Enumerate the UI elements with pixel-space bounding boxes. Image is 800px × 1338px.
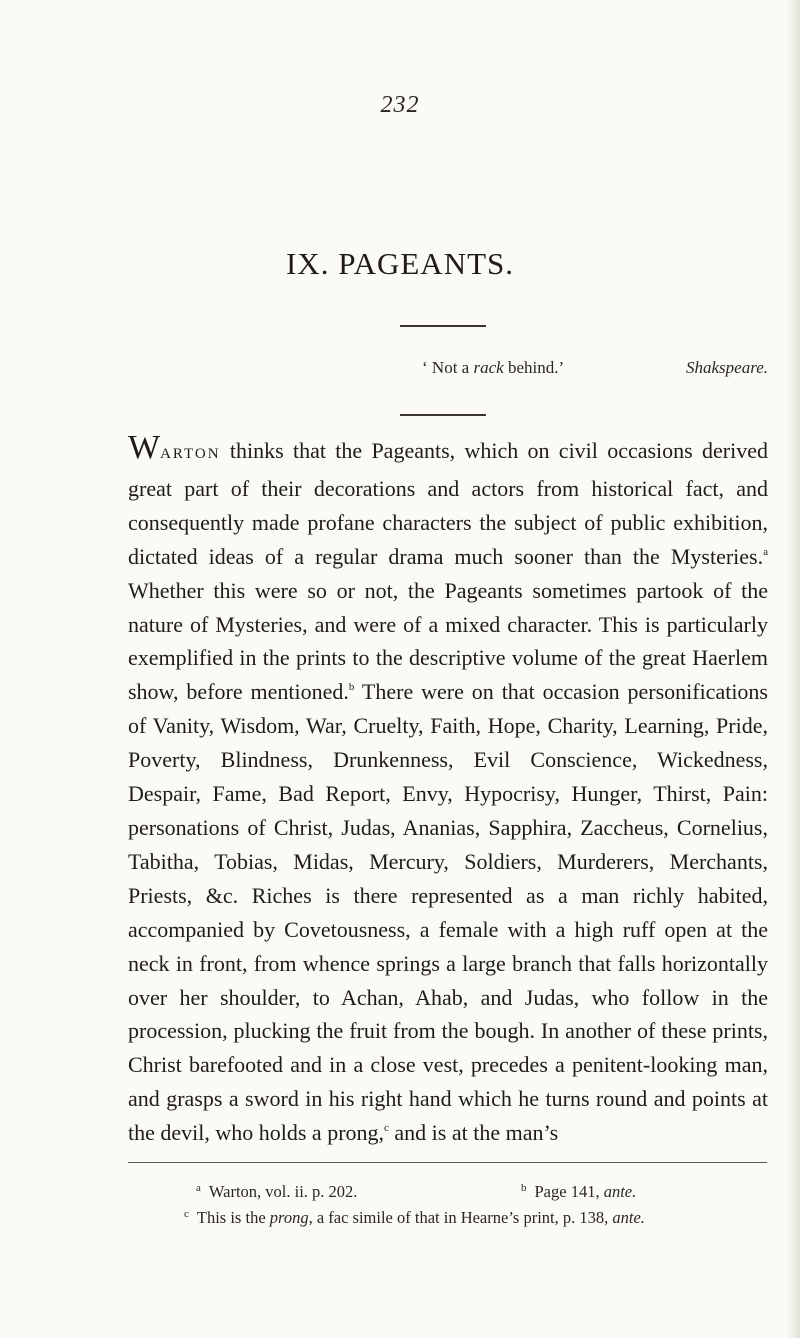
epigraph-quote: ‘ Not a rack behind.’	[422, 358, 565, 377]
page-edge-shadow	[786, 0, 800, 1338]
footnote-ref-a: a	[763, 545, 768, 558]
footnote-ref-c: c	[384, 1122, 389, 1135]
body-paragraph: WARTON thinks that the Pageants, which on civil occasions derived great part of their decorations and actors from historical fact, and consequently made profane characters the subject of public exhibition, dictated ideas of a regular drama much sooner than the Mysteries.$^a$ Whether this were so or not, the Pageants sometimes partook of the nature of Mysteries, and were of a mixed character. This is particularly exemplified in the prints to the descriptive volume of the great Haerlem show, before mentioned.$^b$ There were on that occasion personifications of Vanity, Wisdom, War, Cruelty, Faith, Hope, Charity, Learning, Pride, Poverty, Blindness, Drunkenness, Evil Conscience, Wickedness, Despair, Fame, Bad Report, Envy, Hypocrisy, Hunger, Thirst, Pain: personations of Christ, Judas, Ananias, Sapphira, Zaccheus, Cornelius, Tabitha, Tobias, Midas, Mercury, Soldiers, Murderers, Merchants, Priests, &c. Riches is there represented as a man richly habited, accompanied by Covetousness, a female with a high ruff open at the neck in front, from whence springs a large branch that falls horizontally over her shoulder, to Achan, Ahab, and Judas, who follow in the procession, plucking the fruit from the bough. In another of these prints, Christ barefooted and in a close vest, precedes a penitent-looking man, and grasps a sword in his right hand which he turns round and points at the devil, who holds a prong,$^c$ and is at the man’s	[128, 429, 768, 1146]
page-number: 232	[380, 92, 420, 118]
footnote-a: $^a$ Warton, vol. ii. p. 202.	[196, 1182, 358, 1201]
footnote-separator-rule	[128, 1162, 767, 1163]
epigraph-divider-rule	[400, 414, 486, 416]
epigraph-attribution: Shakspeare.	[686, 358, 768, 377]
opening-smallcaps: ARTON	[160, 446, 221, 462]
chapter-title: IX. PAGEANTS.	[285, 246, 515, 281]
top-divider-rule	[400, 325, 486, 327]
footnotes	[128, 1175, 768, 1227]
footnote-b: $^b$ Page 141, ante.	[521, 1182, 637, 1201]
footnote-ref-b: b	[348, 681, 355, 694]
footnote-c: $^c$ This is the prong, a fac simile of that in Hearne’s print, p. 138, ante.	[184, 1208, 645, 1227]
dropcap-letter: W	[128, 429, 161, 466]
